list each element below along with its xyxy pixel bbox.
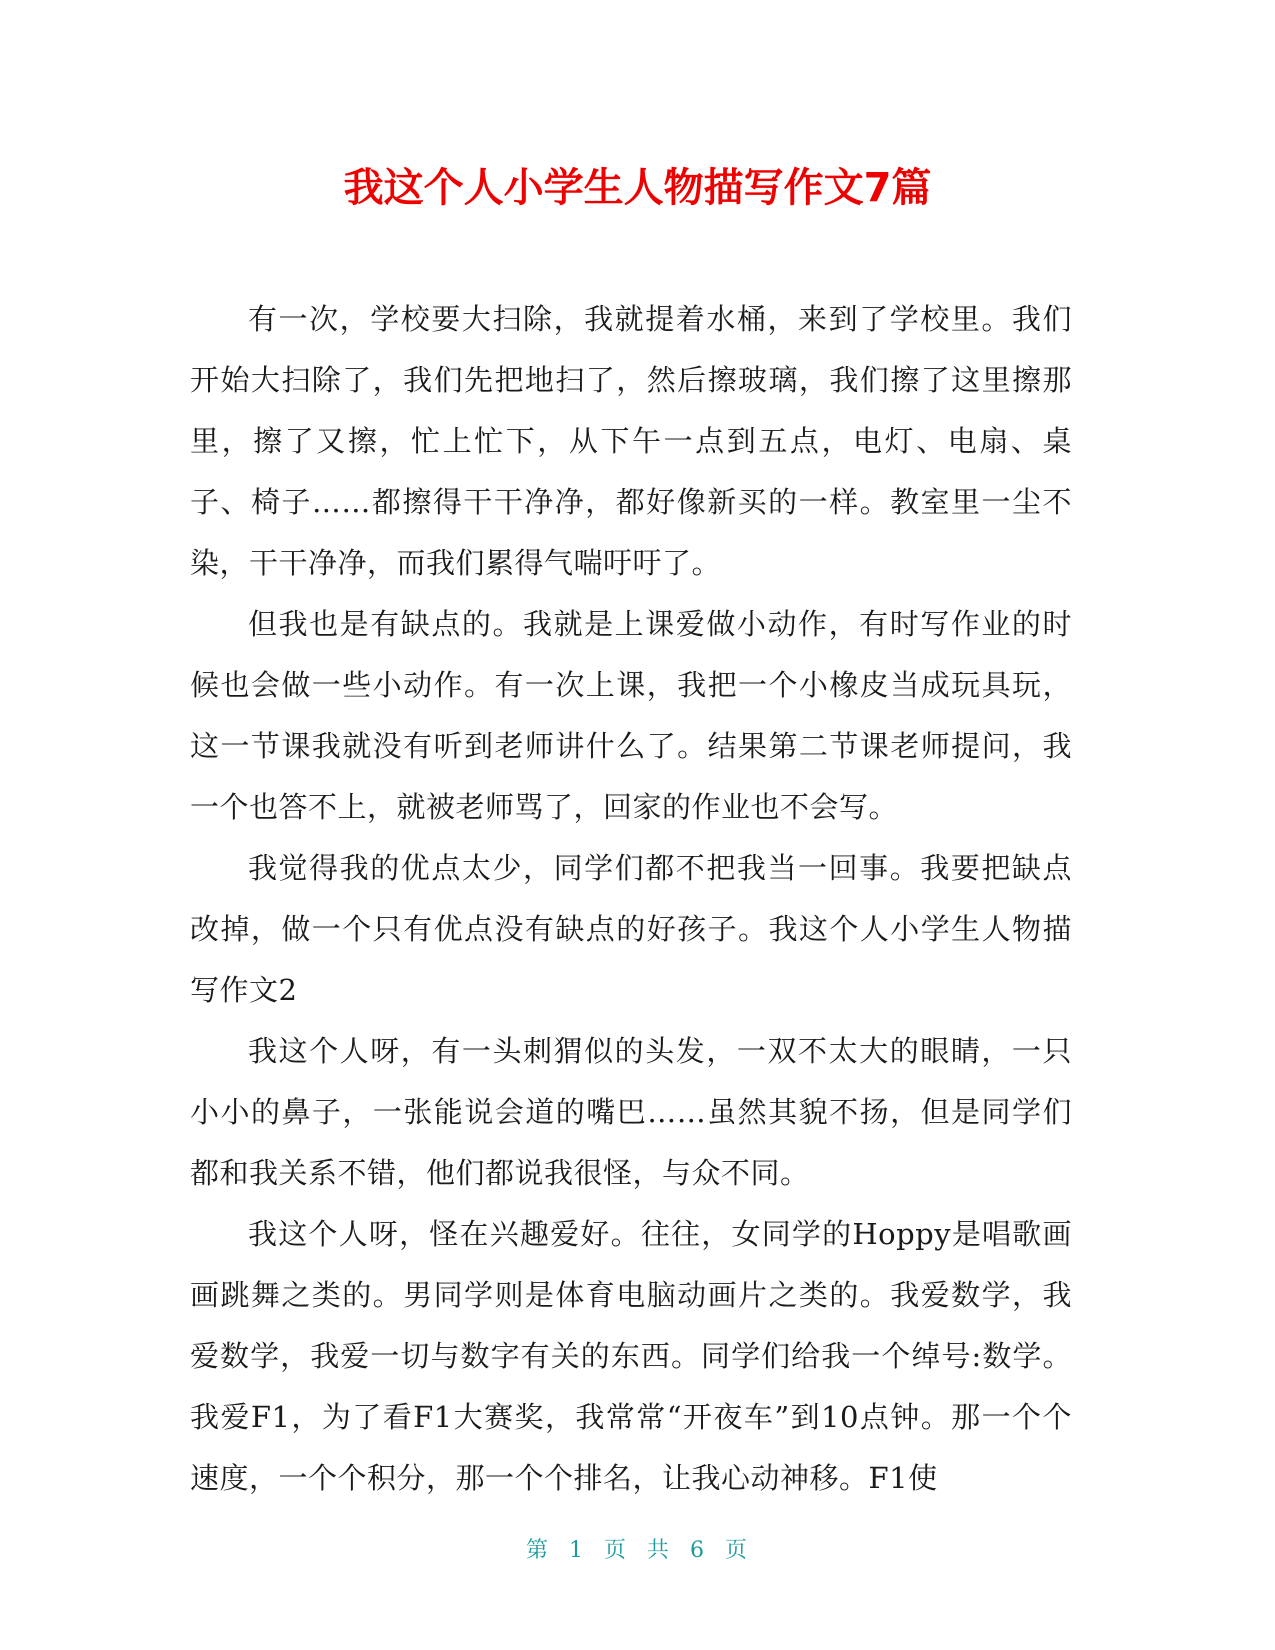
paragraph: 我觉得我的优点太少，同学们都不把我当一回事。我要把缺点改掉，做一个只有优点没有缺点的好孩子。我这个人小学生人物描写作文2 bbox=[190, 851, 1072, 1007]
paragraph: 我这个人呀，怪在兴趣爱好。往往，女同学的Hoppy是唱歌画画跳舞之类的。男同学则是体育电脑动画片之类的。我爱数学，我爱数学，我爱一切与数字有关的东西。同学们给我一个绰号:数学。我爱F1，为了看F1大赛奖，我常常“开夜车”到10点钟。那一个个速度，一个个积分，那一个个排名，让我心动神移。F1使 bbox=[190, 1217, 1072, 1495]
paragraph: 但我也是有缺点的。我就是上课爱做小动作，有时写作业的时候也会做一些小动作。有一次上课，我把一个小橡皮当成玩具玩，这一节课我就没有听到老师讲什么了。结果第二节课老师提问，我一个也答不上，就被老师骂了，回家的作业也不会写。 bbox=[190, 607, 1072, 824]
paragraph: 有一次，学校要大扫除，我就提着水桶，来到了学校里。我们开始大扫除了，我们先把地扫了，然后擦玻璃，我们擦了这里擦那里，擦了又擦，忙上忙下，从下午一点到五点，电灯、电扇、桌子、椅子……都擦得干干净净，都好像新买的一样。教室里一尘不染，干干净净，而我们累得气喘吁吁了。 bbox=[190, 302, 1072, 580]
page-number-footer: 第 1 页 共 6 页 bbox=[526, 1538, 749, 1563]
article-body bbox=[190, 289, 1072, 1509]
paragraph: 我这个人呀，有一头刺猬似的头发，一双不太大的眼睛，一只小小的鼻子，一张能说会道的嘴巴……虽然其貌不扬，但是同学们都和我关系不错，他们都说我很怪，与众不同。 bbox=[190, 1034, 1072, 1190]
page-title: 我这个人小学生人物描写作文7篇 bbox=[343, 165, 932, 211]
